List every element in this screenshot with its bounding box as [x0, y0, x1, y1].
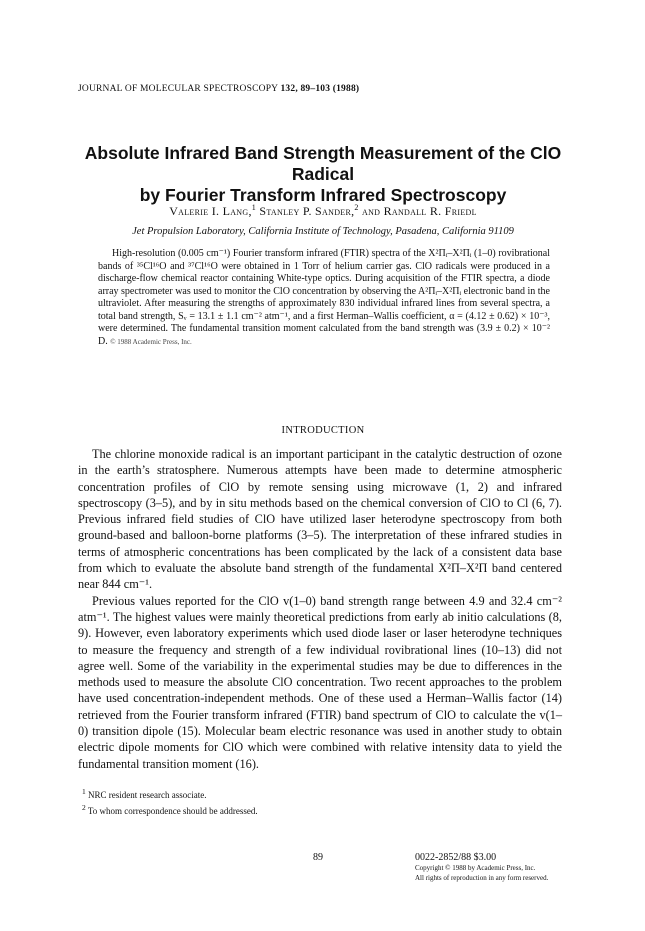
page-number: 89: [313, 852, 323, 863]
title-line-2: by Fourier Transform Infrared Spectroscopy: [139, 185, 507, 205]
footnote-2-text: To whom correspondence should be addressed.: [87, 805, 258, 816]
journal-name: JOURNAL OF MOLECULAR SPECTROSCOPY: [78, 84, 278, 94]
footnote-2-mark: 2: [82, 802, 86, 812]
paragraph-2: Previous values reported for the ClO v(1–0) band strength range between 4.9 and 32.4 cm⁻² atm⁻¹. The highest values were mainly theoretical predictions from early ab initio calculations (8, 9). However, even laboratory experiments which used diode laser or laser heterodyne techniques to measure the frequency and strength of a few individual rovibrational lines (10–13) did not agree well. Some of the variability in the experimental studies may be due to differences in the methods used to measure the absolute ClO concentration. Two recent approaches to the problem have used concentration-independent methods. One of these used a Herman–Wallis factor (14) retrieved from the Fourier transform infrared (FTIR) band spectrum of ClO to calculate the v(1–0) transition dipole (15). Molecular beam electric resonance was used in another study to obtain electric dipole moments for ClO which were combined with relative intensity data to yield the fundamental transition moment (16).: [78, 593, 562, 771]
footnote-1: [78, 786, 378, 802]
copyright-line: Copyright © 1988 by Academic Press, Inc.: [415, 864, 536, 872]
abstract-text: High-resolution (0.005 cm⁻¹) Fourier transform infrared (FTIR) spectra of the X²Πᵢ–X²Πᵢ (1–0) rovibrational bands of ³⁵Cl¹⁶O and ³⁷Cl¹⁶O were obtained in 1 Torr of helium carrier gas. ClO radicals were produced in a discharge-flow chemical reactor containing White-type optics. During acquisition of the FTIR spectra, a diode array spectrometer was used to monitor the ClO concentration by observing the A²Πᵢ–X²Πᵢ electronic band in the ultraviolet. After measuring the strengths of approximately 830 individual infrared lines from several spectra, a total band strength, Sᵥ = 13.1 ± 1.1 cm⁻² atm⁻¹, and a first Herman–Wallis coefficient, α = (4.12 ± 0.62) × 10⁻³, were determined. The fundamental transition moment calculated from the band strength was (3.9 ± 0.2) × 10⁻² D.: [98, 248, 550, 347]
article-title: [68, 143, 578, 206]
footnote-1-text: NRC resident research associate.: [88, 790, 207, 800]
body-text: [78, 446, 562, 772]
abstract-copyright: © 1988 Academic Press, Inc.: [110, 337, 192, 346]
footnotes: [78, 786, 378, 817]
author-lang-footnote-mark: 1: [251, 203, 257, 212]
abstract: [98, 248, 550, 348]
author-lang: Valerie I. Lang,: [169, 204, 252, 218]
author-sander-footnote-mark: 2: [354, 203, 359, 212]
section-heading: INTRODUCTION: [281, 425, 365, 436]
journal-volume-pages: 132, 89–103 (1988): [280, 84, 360, 94]
journal-header: [78, 84, 558, 94]
publication-info: [415, 852, 595, 883]
issn-price: 0022-2852/88 $3.00: [415, 852, 497, 863]
rights-line: All rights of reproduction in any form reserved.: [415, 873, 549, 882]
author-sander: Stanley P. Sander,: [259, 204, 355, 218]
affiliation: Jet Propulsion Laboratory, California Institute of Technology, Pasadena, California 91109: [132, 226, 514, 237]
author-conjunction: and: [362, 204, 381, 218]
author-list: [68, 203, 578, 219]
paragraph-1: The chlorine monoxide radical is an important participant in the catalytic destruction of ozone in the earth’s stratosphere. Numerous attempts have been made to determine atmospheric concentration profiles of ClO by remote sensing using microwave (1, 2) and infrared spectroscopy (3–5), and by in situ methods based on the chemical conversion of ClO to Cl (6, 7). Previous infrared field studies of ClO have utilized laser heterodyne spectroscopy from both ground-based and balloon-borne platforms (3–5). The interpretation of these infrared studies in terms of atmospheric concentrations has been complicated by the lack of a consistent data base from which to evaluate the absolute band strength of the fundamental X²Π–X²Π band centered near 844 cm⁻¹.: [78, 447, 562, 592]
footnote-2: [78, 802, 378, 818]
footnote-1-mark: 1: [82, 787, 86, 796]
author-friedl: Randall R. Friedl: [383, 204, 477, 218]
title-line-1: Absolute Infrared Band Strength Measurement of the ClO Radical: [84, 143, 562, 184]
